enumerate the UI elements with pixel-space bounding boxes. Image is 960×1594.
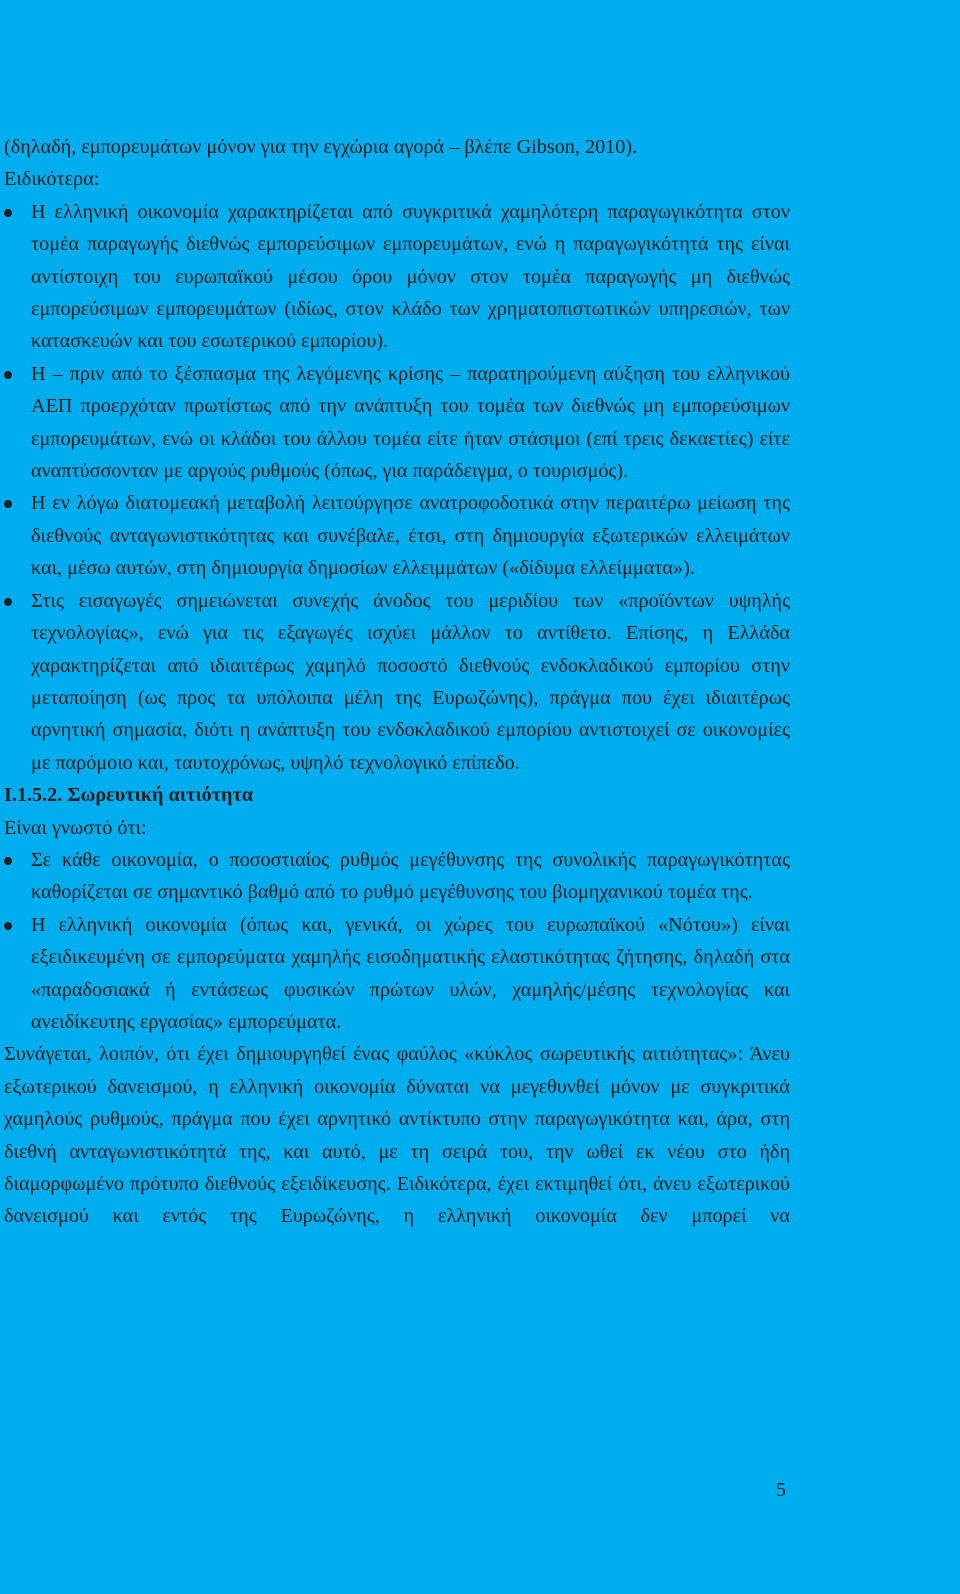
- bullet-dot-icon: [4, 922, 12, 930]
- bullet-dot-icon: [4, 371, 12, 379]
- page-number: 5: [776, 1479, 786, 1501]
- known-label: Είναι γνωστό ότι:: [4, 816, 147, 839]
- bullet-dot-icon: [4, 598, 12, 606]
- list-item-text: Η – πριν από το ξέσπασμα της λεγόμενης κρίσης – παρατηρούμενη αύξηση του ελληνικού ΑΕΠ προερχόταν πρωτίστως από την ανάπτυξη του τομέα των διεθνώς μη εμπορεύσιμων εμπορευμάτων, ενώ οι κλάδοι του άλλου τομέα είτε ήταν στάσιμοι (επί τρεις δεκαετίες) είτε αναπτύσσονταν με αργούς ρυθμούς (όπως, για παράδειγμα, ο τουρισμός).: [31, 362, 790, 483]
- opening-line: (δηλαδή, εμπορευμάτων μόνον για την εγχώρια αγορά – βλέπε Gibson, 2010).: [4, 136, 638, 158]
- list-item: [4, 196, 790, 358]
- list-item: [4, 909, 790, 1039]
- list-item-text: Σε κάθε οικονομία, ο ποσοστιαίος ρυθμός μεγέθυνσης της συνολικής παραγωγικότητας καθορίζεται σε σημαντικό βαθμό από το ρυθμό μεγέθυνσης του βιομηχανικού τομέα της.: [31, 848, 790, 904]
- list-item: [4, 585, 790, 779]
- list-item-text: Η ελληνική οικονομία (όπως και, γενικά, οι χώρες του ευρωπαϊκού «Νότου») είναι εξειδικευμένη σε εμπορεύματα χαμηλής εισοδηματικής ελαστικότητας ζήτησης, δηλαδή στα «παραδοσιακά ή εντάσεως φυσικών πρώτων υλών, χαμηλής/μέσης τεχνολογίας και ανειδίκευτης εργασίας» εμπορεύματα.: [31, 913, 790, 1033]
- list-item: [4, 487, 790, 584]
- intro-label: Ειδικότερα:: [4, 168, 100, 191]
- list-item-text: Η ελληνική οικονομία χαρακτηρίζεται από συγκριτικά χαμηλότερη παραγωγικότητα στον τομέα παραγωγής διεθνώς εμπορεύσιμων εμπορευμάτων, ενώ η παραγωγικότητά της είναι αντίστοιχη του ευρωπαϊκού μέσου όρου μόνον στον τομέα παραγωγής μη διεθνώς εμπορεύσιμων εμπορευμάτων (ιδίως, στον κλάδο των χρηματοπιστωτικών υπηρεσιών, των κατασκευών και του εσωτερικού εμπορίου).: [31, 200, 790, 353]
- bullet-dot-icon: [4, 209, 12, 217]
- bullet-dot-icon: [4, 500, 12, 508]
- closing-paragraph: Συνάγεται, λοιπόν, ότι έχει δημιουργηθεί ένας φαύλος «κύκλος σωρευτικής αιτιότητας»: Άνευ εξωτερικού δανεισμού, η ελληνική οικονομία δύναται να μεγεθυνθεί μόνον με συγκριτικά χαμηλούς ρυθμούς, πράγμα που έχει αρνητικό αντίκτυπο στην παραγωγικότητα και, άρα, στη διεθνή ανταγωνιστικότητά της, και αυτό, με τη σειρά του, την ωθεί εκ νέου στο ήδη διαμορφωμένο πρότυπο διεθνούς εξειδίκευσης. Ειδικότερα, έχει εκτιμηθεί ότι, άνευ εξωτερικού δανεισμού και εντός της Ευρωζώνης, η ελληνική οικονομία δεν μπορεί να: [4, 1043, 790, 1228]
- list-item: [4, 844, 790, 909]
- bullet-list-2: [4, 844, 790, 1038]
- body-text: [4, 131, 790, 1233]
- section-heading: Ι.1.5.2. Σωρευτική αιτιότητα: [4, 784, 254, 807]
- bullet-list-1: [4, 196, 790, 779]
- list-item: [4, 358, 790, 488]
- list-item-text: Στις εισαγωγές σημειώνεται συνεχής άνοδος του μεριδίου των «προϊόντων υψηλής τεχνολογίας», ενώ για τις εξαγωγές ισχύει μάλλον το αντίθετο. Επίσης, η Ελλάδα χαρακτηρίζεται από ιδιαιτέρως χαμηλό ποσοστό διεθνούς ενδοκλαδικού εμπορίου στην μεταποίηση (ως προς τα υπόλοιπα μέλη της Ευρωζώνης), πράγμα που έχει ιδιαιτέρως αρνητική σημασία, διότι η ανάπτυξη του ενδοκλαδικού εμπορίου αντιστοιχεί σε οικονομίες με παρόμοιο και, ταυτοχρόνως, υψηλό τεχνολογικό επίπεδο.: [31, 589, 790, 774]
- list-item-text: Η εν λόγω διατομεακή μεταβολή λειτούργησε ανατροφοδοτικά στην περαιτέρω μείωση της διεθνούς ανταγωνιστικότητας και συνέβαλε, έτσι, στη δημιουργία εξωτερικών ελλειμάτων και, μέσω αυτών, στη δημιουργία δημοσίων ελλειμμάτων («δίδυμα ελλείμματα»).: [31, 492, 790, 580]
- bullet-dot-icon: [4, 857, 12, 865]
